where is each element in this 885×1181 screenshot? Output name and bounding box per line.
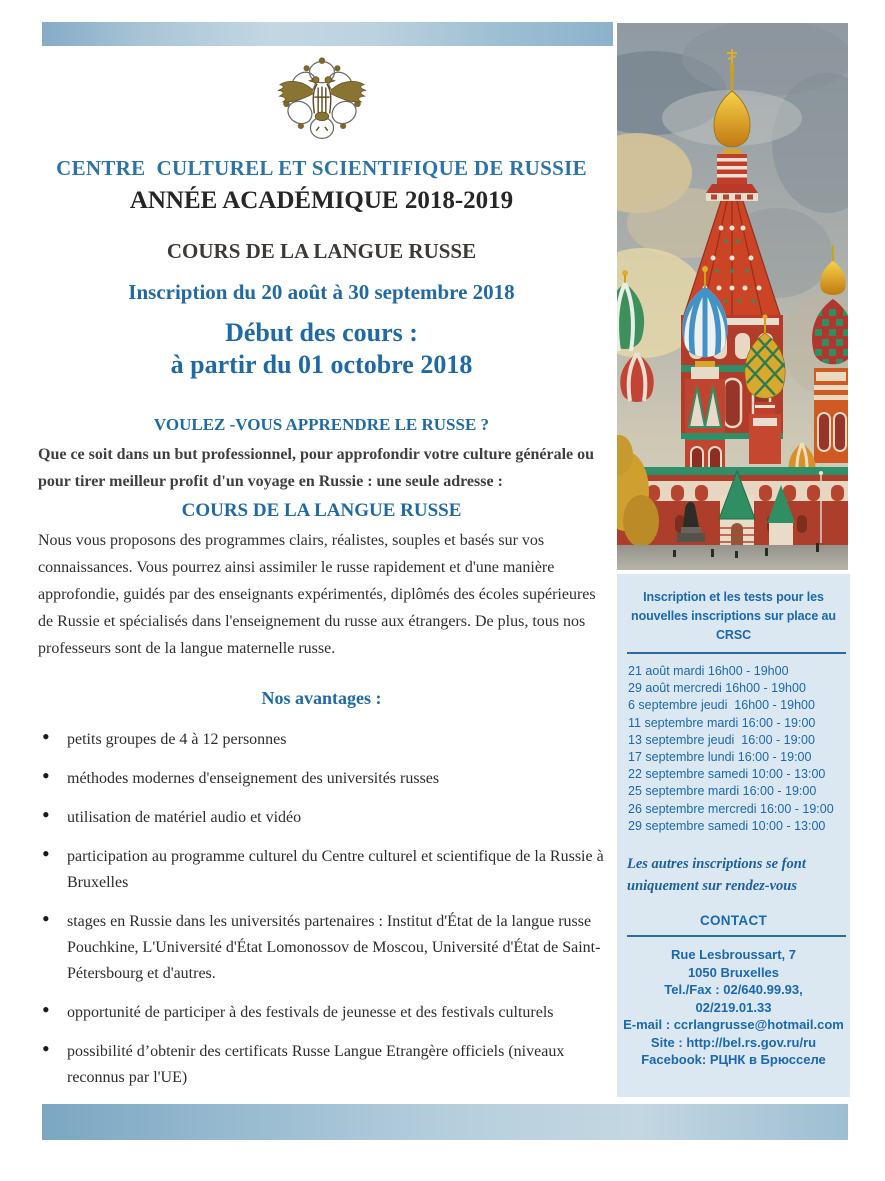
cathedral-photo (617, 23, 848, 570)
list-item: • petits groupes de 4 à 12 personnes (38, 727, 605, 753)
contact-address-line: Rue Lesbroussart, 7 (671, 947, 796, 963)
contact-phone-line2: 02/219.01.33 (695, 999, 772, 1015)
advantages-list (38, 727, 605, 1091)
list-item: • participation au programme culturel du Centre culturel et scientifique de la Russie à Bruxelles (38, 844, 605, 896)
org-title: CENTRE CULTUREL ET SCIENTIFIQUE DE RUSSIE (56, 156, 587, 180)
advantages-heading: Nos avantages : (261, 688, 382, 708)
academic-year-title: ANNÉE ACADÉMIQUE 2018-2019 (129, 187, 514, 214)
course-start-dates (38, 317, 605, 381)
course-title: COURS DE LA LANGUE RUSSE (166, 239, 477, 263)
schedule-row: 13 septembre jeudi 16:00 - 19:00 (628, 732, 815, 747)
appointment-note: Les autres inscriptions se font uniquement sur rendez-vous (627, 856, 806, 895)
course-start-line2: à partir du 01 octobre 2018 (170, 350, 473, 379)
contact-phone-line: Tel./Fax : 02/640.99.93, (664, 982, 803, 998)
list-item: • stages en Russie dans les universités partenaires : Institut d'État de la langue russe Pouchkine, L'Université d'État Lomonossov de Moscou, Université d'État de Saint-Pétersbourg et d'autres. (38, 909, 605, 987)
schedule-row: 17 septembre lundi 16:00 - 19:00 (628, 750, 812, 765)
schedule-row: 29 août mercredi 16h00 - 19h00 (628, 681, 806, 696)
list-item: • possibilité d’obtenir des certificats Russe Langue Etrangère officiels (niveaux reconnus par l'UE) (38, 1039, 605, 1091)
list-item: • opportunité de participer à des festivals de jeunesse et des festivals culturels (38, 1000, 605, 1026)
eagle-emblem-icon (274, 52, 370, 148)
top-decorative-bar (42, 22, 613, 46)
list-item: • utilisation de matériel audio et vidéo (38, 805, 605, 831)
schedule-row: 6 septembre jeudi 16h00 - 19h00 (628, 698, 815, 713)
contact-city-line: 1050 Bruxelles (687, 964, 780, 980)
question-heading: VOULEZ -VOUS APPRENDRE LE RUSSE ? (153, 415, 490, 434)
description-paragraph: Nous vous proposons des programmes clairs, réalistes, souples et basés sur vos connaissances. Vous pourrez ainsi assimiler le russe rapidement et d'une manière approfondie, guidés par des enseignants expérimentés, diplômés des écoles supérieures de Russie et spécialisés dans l'enseignement du russe aux étrangers. De plus, tous nos professeurs sont de la langue maternelle russe. (38, 532, 596, 657)
bottom-decorative-bar (42, 1104, 848, 1140)
course-subheading: COURS DE LA LANGUE RUSSE (181, 500, 462, 521)
schedule-row: 25 septembre mardi 16:00 - 19:00 (628, 784, 817, 799)
panel-header: Inscription et les tests pour les nouvelles inscriptions sur place au CRSC (631, 590, 836, 642)
divider (627, 935, 846, 937)
contact-site-line: Site : http://bel.rs.gov.ru/ru (650, 1034, 817, 1050)
list-item: • méthodes modernes d'enseignement des universités russes (38, 766, 605, 792)
contact-facebook-line: Facebook: РЦНК в Брюсселе (641, 1052, 826, 1068)
info-panel (617, 574, 850, 1097)
schedule-row: 11 septembre mardi 16:00 - 19:00 (628, 715, 816, 730)
inscription-dates: Inscription du 20 août à 30 septembre 2018 (128, 280, 515, 304)
intro-paragraph: Que ce soit dans un but professionnel, pour approfondir votre culture générale ou pour tirer meilleur profit d'un voyage en Russie : une seule adresse : (38, 446, 595, 490)
main-column (38, 46, 605, 1091)
divider (627, 652, 846, 654)
schedule-row: 21 août mardi 16h00 - 19h00 (628, 664, 789, 678)
course-start-line1: Début des cours : (225, 318, 418, 347)
schedule-row: 29 septembre samedi 10:00 - 13:00 (628, 818, 826, 833)
schedule-list (617, 663, 850, 835)
contact-block (617, 946, 850, 1069)
contact-email-line: E-mail : ccrlangrusse@hotmail.com (623, 1017, 844, 1033)
schedule-row: 22 septembre samedi 10:00 - 13:00 (628, 767, 826, 782)
contact-heading: CONTACT (699, 913, 768, 929)
schedule-row: 26 septembre mercredi 16:00 - 19:00 (628, 801, 834, 816)
